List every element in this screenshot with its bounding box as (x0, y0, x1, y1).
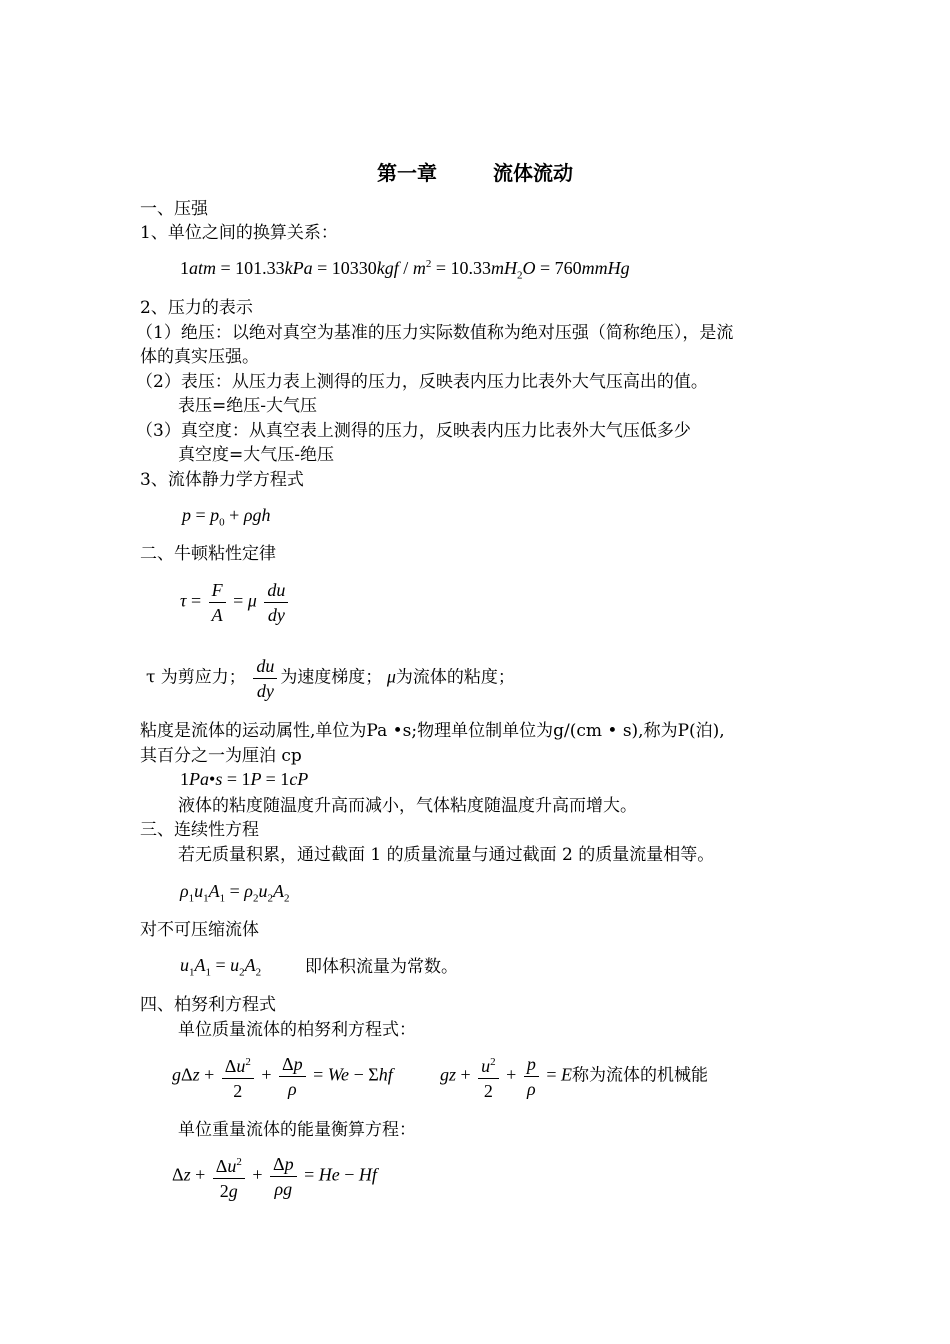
section-pressure-heading: 一、压强 (140, 199, 208, 219)
bernoulli-mass-equation: gΔz + $\frac{\Delta u^2}{2}$ + $\frac{\Delta p}{\rho}$ = We − Σhf (172, 1054, 393, 1101)
bernoulli-weight-equation: Δz + $\frac{\Delta u^2}{2g}$ + $\frac{\Delta p}{\rho g}$ = He − Hf (172, 1154, 377, 1201)
continuity-description: 若无质量积累，通过截面 1 的质量流量与通过截面 2 的质量流量相等。 (178, 845, 715, 865)
chapter-number: 第一章 (377, 161, 437, 185)
viscosity-line1: 粘度是流体的运动属性,单位为Pa •s;物理单位制单位为g/(cm • s),称为P(泊), (140, 721, 725, 741)
pressure-representation-heading: 2、压力的表示 (140, 298, 253, 318)
section-bernoulli-heading: 四、柏努利方程式 (140, 995, 276, 1015)
tau-desc-part1: τ 为剪应力； (146, 667, 246, 688)
mechanical-energy-label: 称为流体的机械能 (571, 1065, 708, 1086)
gauge-pressure-line1: （2）表压：从压力表上测得的压力，反映表内压力比表外大气压高出的值。 (136, 372, 708, 392)
chapter-topic: 流体流动 (493, 161, 573, 185)
viscosity-unit-equation: 1Pa•s = 1P = 1cP (180, 769, 309, 789)
tau-description: τ 为剪应力； $\frac{du}{dy}$ 为速度梯度； μ为流体的粘度； (146, 656, 515, 701)
unit-conversion-heading: 1、单位之间的换算关系： (140, 223, 338, 243)
section-newton-heading: 二、牛顿粘性定律 (140, 544, 276, 564)
vacuum-line1: （3）真空度：从真空表上测得的压力，反映表内压力比表外大气压低多少 (136, 421, 691, 441)
continuity-equation: $\rho_1u_1A_1 = \rho_2u_2A_2$ (180, 881, 290, 905)
absolute-pressure-line2: 体的真实压强。 (140, 347, 259, 367)
volume-constant-note: 即体积流量为常数。 (305, 957, 458, 977)
incompressible-equation: $u_1A_1 = u_2A_2$ (180, 955, 262, 979)
absolute-pressure-line1: （1）绝压：以绝对真空为基准的压力实际数值称为绝对压强（简称绝压），是流 (136, 323, 734, 343)
gauge-pressure-formula: 表压=绝压-大气压 (178, 396, 317, 416)
bernoulli-weight-heading: 单位重量流体的能量衡算方程： (178, 1120, 416, 1140)
page-title (0, 157, 950, 186)
vacuum-formula: 真空度=大气压-绝压 (178, 445, 334, 465)
hydrostatic-equation: $p = p_0 + \rho gh$ (182, 505, 271, 529)
tau-desc-part2: 为速度梯度； (280, 667, 383, 688)
unit-conversion-equation: $1atm = 101.33kPa = 10330kgf / m^2 = 10.33mH_2O$ = 760mmHg (180, 258, 630, 282)
viscosity-line2: 其百分之一为厘泊 cp (140, 746, 302, 766)
newton-viscosity-equation: τ = $\frac{F}{A}$ = μ $\frac{du}{dy}$ (180, 580, 291, 625)
tau-desc-part3: 为流体的粘度； (395, 667, 515, 688)
hydrostatic-heading: 3、流体静力学方程式 (140, 470, 304, 490)
mechanical-energy-equation: gz + $\frac{u^2}{2}$ + $\frac{p}{\rho}$ = E称为流体的机械能 (440, 1054, 708, 1101)
section-continuity-heading: 三、连续性方程 (140, 820, 259, 840)
bernoulli-mass-heading: 单位质量流体的柏努利方程式： (178, 1020, 416, 1040)
incompressible-label: 对不可压缩流体 (140, 920, 259, 940)
viscosity-temperature: 液体的粘度随温度升高而减小，气体粘度随温度升高而增大。 (178, 796, 637, 816)
